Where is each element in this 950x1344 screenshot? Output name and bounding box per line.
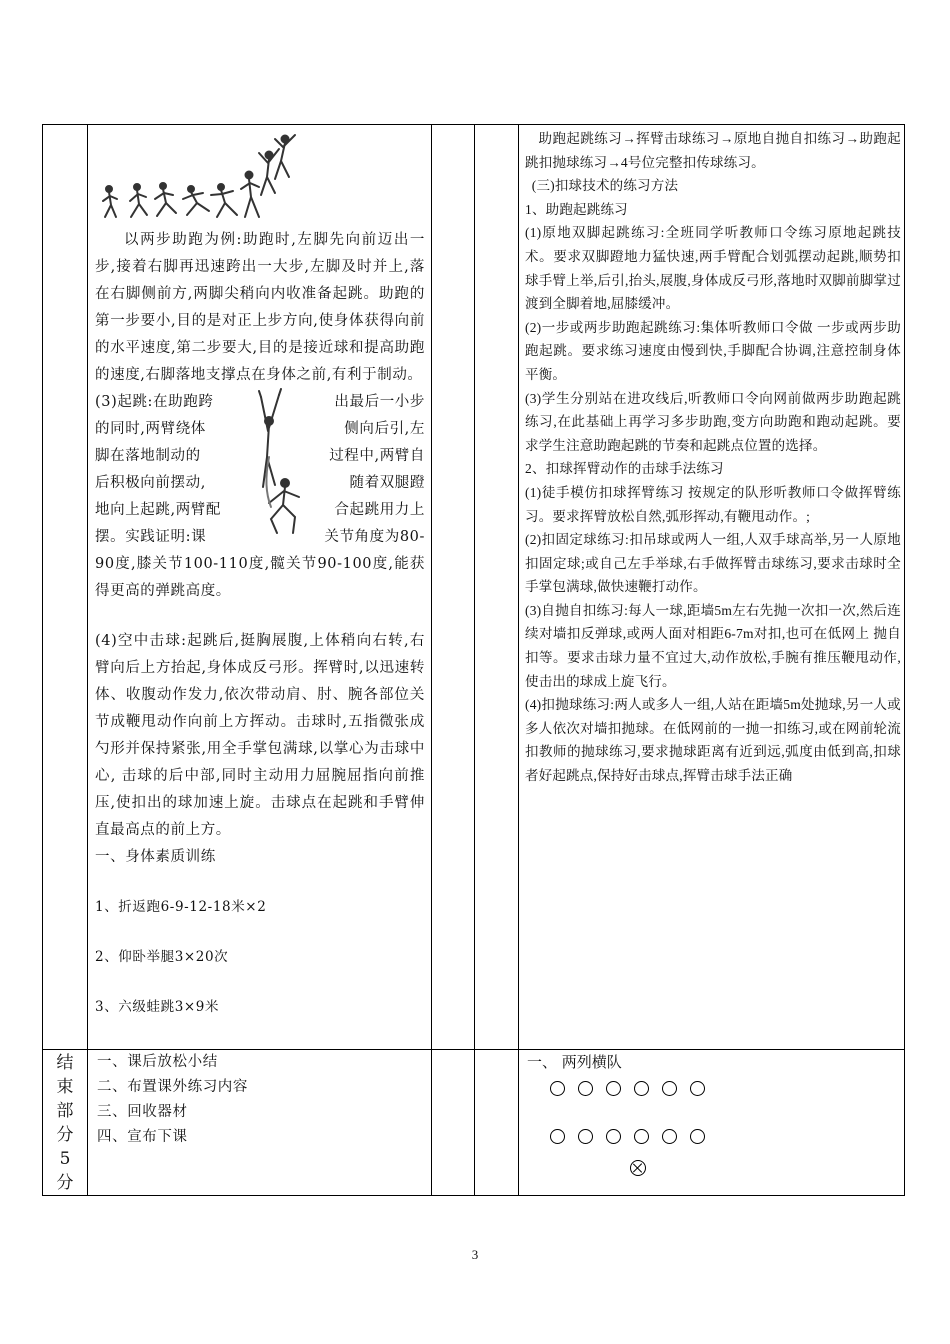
student-marker xyxy=(690,1129,705,1144)
fitness-title: 一、身体素质训练 xyxy=(95,849,216,865)
practice-item: (1)徒手模仿扣球挥臂练习 按规定的队形听教师口令做挥臂练习。要求挥臂放松自然,弧形挥动,有鞭甩动作。; xyxy=(525,484,901,524)
practice-item: (1)原地双脚起跳练习:全班同学听教师口令练习原地起跳技术。要求双脚蹬地力猛快速,两手臂配合划弧摆动起跳,顺势扣球手臂上举,后引,抬头,展腹,身体成反弓形,落地时双脚前脚掌过渡到全脚着地,屈膝缓冲。 xyxy=(525,225,901,312)
takeoff-line-right: 出最后一小步 xyxy=(334,394,425,410)
fitness-item: 3、六级蛙跳3×9米 xyxy=(95,999,220,1015)
student-marker xyxy=(662,1129,677,1144)
practice-sequence: 助跑起跳练习→挥臂击球练习→原地自抛自扣练习→助跑起跳扣抛球练习→4号位完整扣传球练习。 xyxy=(525,131,901,170)
lesson-plan-table xyxy=(42,124,905,1196)
col-divider xyxy=(518,125,519,1195)
ending-item: 一、课后放松小结 xyxy=(97,1054,218,1070)
athletes-run-up-illustration xyxy=(99,131,299,227)
fitness-item: 2、仰卧举腿3×20次 xyxy=(95,949,229,965)
col-divider xyxy=(474,125,475,1195)
takeoff-line-right: 过程中,两臂自 xyxy=(329,448,425,464)
takeoff-line-right: 关节角度为80- xyxy=(324,529,425,545)
formation-diagram xyxy=(527,1050,897,1180)
student-marker xyxy=(550,1081,565,1096)
student-marker xyxy=(578,1081,593,1096)
sub1-title: 1、助跑起跳练习 xyxy=(525,201,628,217)
ending-item: 二、布置课外练习内容 xyxy=(97,1079,248,1095)
practice-item: (2)扣固定球练习:扣吊球或两人一组,人双手球高举,另一人原地扣固定球;或自己左手举球,右手做挥臂击球练习,要求击球时全手掌包满球,做快速鞭打动作。 xyxy=(525,532,901,595)
label-char: 分 xyxy=(56,1125,74,1145)
hit-paragraph: (4)空中击球:起跳后,挺胸展腹,上体稍向右转,右臂向后上方抬起,身体成反弓形。挥臂时,以迅速转体、收腹动作发力,依次带动肩、肘、腕各部位关节成鞭甩动作向前上方挥动。击球时,五指微张成勺形并保持紧张,用全手掌包满球,以掌心为击球中心, 击球的后中部,同时主动用力屈腕屈指向前推压,使扣出的球加速上旋。击球点在起跳和手臂伸直最高点的前上方。 xyxy=(95,633,425,838)
takeoff-tail: 90度,膝关节100-110度,髋关节90-100度,能获得更高的弹跳高度。 xyxy=(95,556,425,599)
formation-title: 一、 两列横队 xyxy=(527,1053,622,1071)
practice-item: (2)一步或两步助跑起跳练习:集体听教师口令做 一步或两步助跑起跳。要求练习速度由慢到快,手脚配合协调,注意控制身体平衡。 xyxy=(525,319,901,382)
practice-item: (3)学生分别站在进攻线后,听教师口令向网前做两步助跑起跳练习,在此基础上再学习多步助跑,变方向助跑和跑动起跳。要求学生注意助跑起跳的节奏和起跳点位置的选择。 xyxy=(525,390,901,453)
fitness-item: 1、折返跑6-9-12-18米×2 xyxy=(95,899,267,915)
takeoff-line-left: 脚在落地制动的 xyxy=(95,448,201,464)
student-marker xyxy=(662,1081,677,1096)
practice-item: (4)扣抛球练习:两人或多人一组,人站在距墙5m处抛球,另一人或多人依次对墙扣抛球。在低网前的一抛一扣练习,或在网前轮流扣教师的抛球练习,要求抛球距离有近到远,弧度由低到高,扣球者好起跳点,保持好击球点,挥臂击球手法正确 xyxy=(525,697,901,784)
takeoff-line-left: 地向上起跳,两臂配 xyxy=(95,502,222,518)
ending-item: 四、宣布下课 xyxy=(97,1129,188,1145)
takeoff-line-left: 的同时,两臂绕体 xyxy=(95,421,206,437)
ending-items xyxy=(97,1050,417,1150)
col-divider xyxy=(431,125,432,1195)
practice-item: (3)自抛自扣练习:每人一球,距墙5m左右先抛一次扣一次,然后连续对墙扣反弹球,或两人面对相距6-7m对扣,也可在低网上 抛自扣等。要求击球力量不宜过大,动作放松,手腕有推压鞭甩动作,使击出的球成上旋飞行。 xyxy=(525,602,901,689)
takeoff-line-right: 随着双腿蹬 xyxy=(349,475,425,491)
student-marker xyxy=(690,1081,705,1096)
page-number: 3 xyxy=(471,1247,479,1262)
formation-row-1 xyxy=(550,1075,897,1099)
label-char: 分 xyxy=(56,1173,74,1193)
takeoff-block xyxy=(95,389,425,605)
student-marker xyxy=(606,1081,621,1096)
student-marker xyxy=(578,1129,593,1144)
label-char: 部 xyxy=(56,1101,74,1121)
formation-row-2 xyxy=(550,1123,897,1147)
student-marker xyxy=(606,1129,621,1144)
label-char: 束 xyxy=(56,1077,74,1097)
student-marker xyxy=(634,1081,649,1096)
ending-item: 三、回收器材 xyxy=(97,1104,188,1120)
takeoff-line-right: 侧向后引,左 xyxy=(344,421,425,437)
col-divider xyxy=(87,125,88,1195)
label-char: 5 xyxy=(59,1149,71,1169)
label-char: 结 xyxy=(56,1053,74,1073)
takeoff-line-left: (3)起跳:在助跑跨 xyxy=(95,394,214,410)
approach-paragraph: 以两步助跑为例:助跑时,左脚先向前迈出一步,接着右脚再迅速跨出一大步,左脚及时并上,落在右脚侧前方,两脚尖稍向内收准备起跳。助跑的第一步要小,目的是对正上步方向,使身体获得向前的水平速度,第二步要大,目的是接近球和提高助跑的速度,右脚落地支撑点在身体之前,有利于制动。 xyxy=(95,232,425,383)
left-content-cell xyxy=(95,131,425,1021)
jump-takeoff-illustration xyxy=(249,387,313,537)
sub2-title: 2、扣球挥臂动作的击球手法练习 xyxy=(525,461,724,477)
takeoff-line-right: 合起跳用力上 xyxy=(334,502,425,518)
takeoff-line-left: 后积极向前摆动, xyxy=(95,475,206,491)
student-marker xyxy=(550,1129,565,1144)
student-marker xyxy=(634,1129,649,1144)
right-content-cell xyxy=(525,127,901,788)
takeoff-line-left: 摆。实践证明:课 xyxy=(95,529,207,545)
teacher-icon xyxy=(630,1160,646,1176)
section3-title: (三)扣球技术的练习方法 xyxy=(531,178,679,194)
